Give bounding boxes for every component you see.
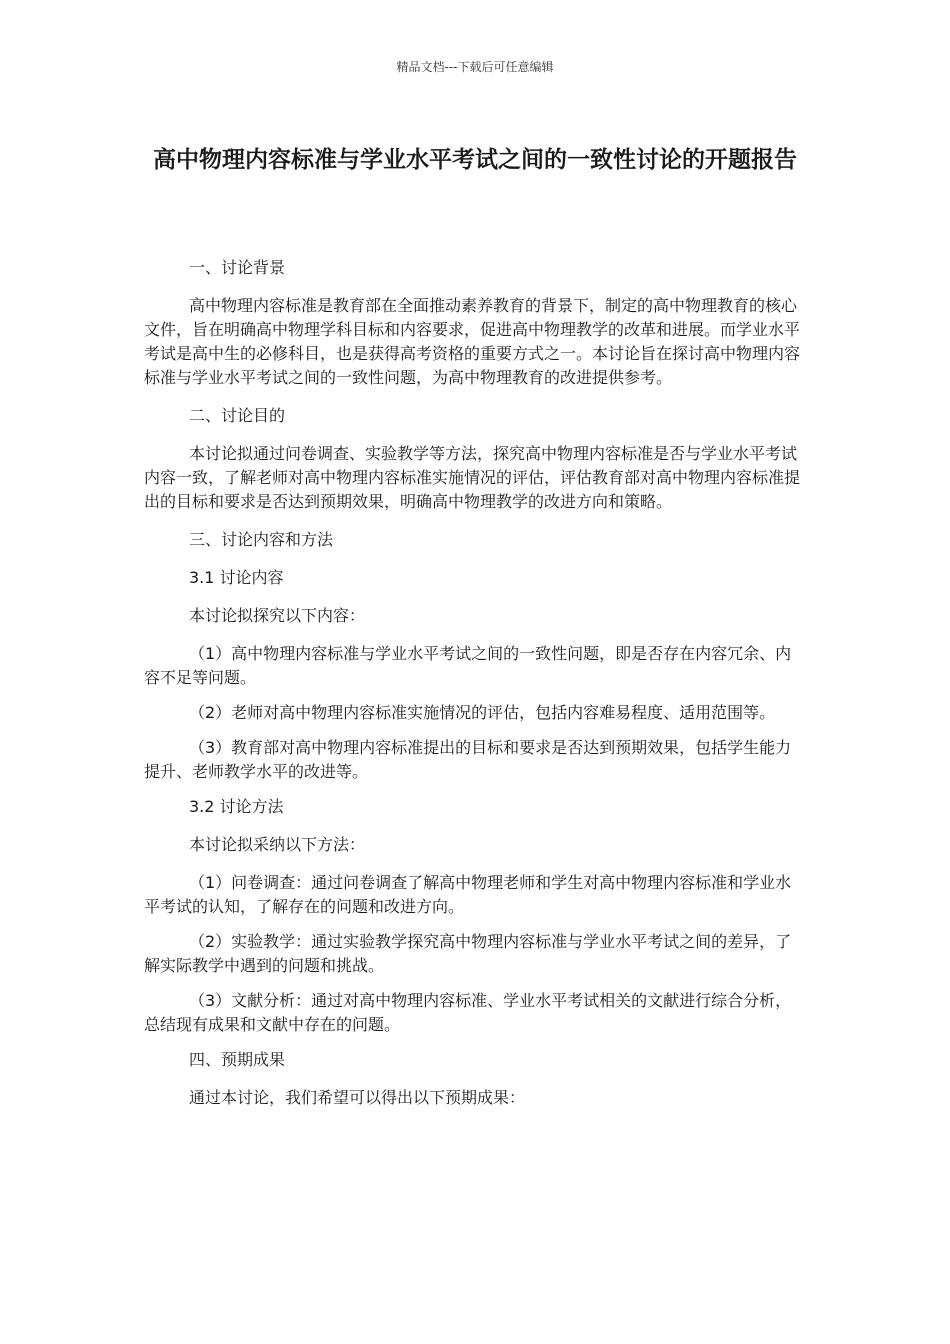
expected-results-intro: 通过本讨论，我们希望可以得出以下预期成果： [189, 1088, 526, 1107]
subsection-heading-content: 3.1 讨论内容 [189, 568, 284, 587]
document-body [144, 256, 804, 1124]
background-paragraph: 高中物理内容标准是教育部在全面推动素养教育的背景下，制定的高中物理教育的核心文件，旨在明确高中物理学科目标和内容要求，促进高中物理教学的改革和进展。而学业水平考试是高中生的必修科目，也是获得高考资格的重要方式之一。本讨论旨在探讨高中物理内容标准与学业水平考试之间的一致性问题，为高中物理教育的改进提供参考。 [144, 296, 801, 387]
method-item-1: （1）问卷调查：通过问卷调查了解高中物理老师和学生对高中物理内容标准和学业水平考试的认知，了解存在的问题和改进方向。 [144, 873, 792, 916]
content-item-2: （2）老师对高中物理内容标准实施情况的评估，包括内容难易程度、适用范围等。 [189, 703, 776, 722]
header-note: 精品文档---下载后可任意编辑 [396, 60, 554, 74]
section-heading-expected-results: 四、预期成果 [189, 1050, 286, 1069]
section-heading-background: 一、讨论背景 [189, 258, 286, 277]
purpose-paragraph: 本讨论拟通过问卷调查、实验教学等方法，探究高中物理内容标准是否与学业水平考试内容一致，了解老师对高中物理内容标准实施情况的评估，评估教育部对高中物理内容标准提出的目标和要求是否达到预期效果，明确高中物理教学的改进方向和策略。 [144, 444, 801, 511]
content-item-3: （3）教育部对高中物理内容标准提出的目标和要求是否达到预期效果，包括学生能力提升、老师教学水平的改进等。 [144, 738, 792, 781]
method-intro: 本讨论拟采纳以下方法： [189, 835, 366, 854]
subsection-heading-method: 3.2 讨论方法 [189, 797, 284, 816]
method-item-2: （2）实验教学：通过实验教学探究高中物理内容标准与学业水平考试之间的差异，了解实际教学中遇到的问题和挑战。 [144, 932, 792, 975]
method-item-3: （3）文献分析：通过对高中物理内容标准、学业水平考试相关的文献进行综合分析，总结现有成果和文献中存在的问题。 [144, 991, 792, 1034]
section-heading-content-method: 三、讨论内容和方法 [189, 530, 334, 549]
document-title: 高中物理内容标准与学业水平考试之间的一致性讨论的开题报告 [153, 147, 797, 173]
content-intro: 本讨论拟探究以下内容： [189, 606, 366, 625]
section-heading-purpose: 二、讨论目的 [189, 406, 286, 425]
content-item-1: （1）高中物理内容标准与学业水平考试之间的一致性问题，即是否存在内容冗余、内容不足等问题。 [144, 644, 792, 687]
